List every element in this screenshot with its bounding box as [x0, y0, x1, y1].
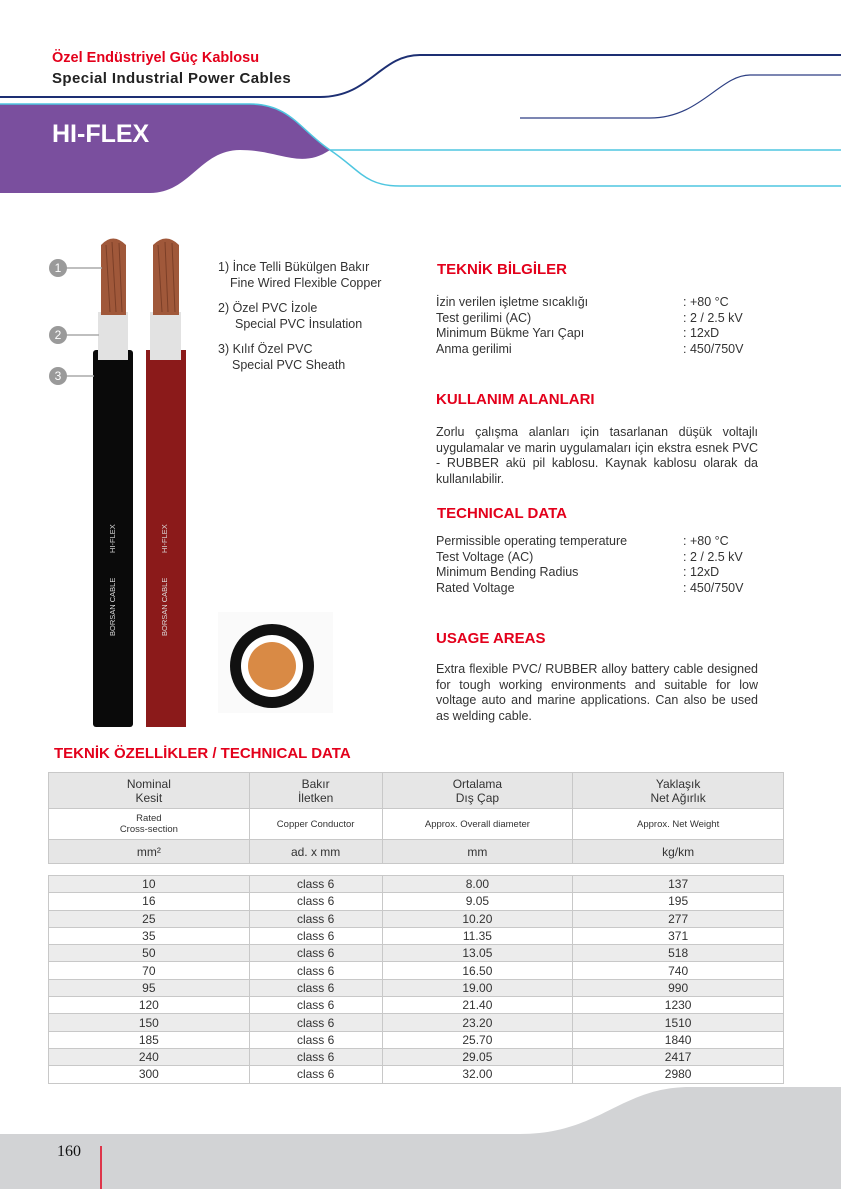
- table-row: [49, 962, 784, 979]
- purple-band: [0, 104, 330, 193]
- table-row: [49, 876, 784, 893]
- table-cell: 16: [49, 893, 250, 910]
- marker-3: 3: [49, 367, 67, 385]
- table-cell: class 6: [249, 962, 382, 979]
- table-cell: class 6: [249, 1048, 382, 1065]
- table-row: [49, 893, 784, 910]
- table-cell: class 6: [249, 979, 382, 996]
- table-cell: 21.40: [382, 997, 573, 1014]
- table-cell: 95: [49, 979, 250, 996]
- table-cell: class 6: [249, 910, 382, 927]
- footer-band: [0, 1087, 841, 1189]
- table-cell: 35: [49, 927, 250, 944]
- table-cell: 137: [573, 876, 784, 893]
- component-item: 1) İnce Telli Bükülgen Bakır Fine Wired Flexible Copper: [218, 260, 382, 290]
- table-cell: 16.50: [382, 962, 573, 979]
- table-cell: 2980: [573, 1066, 784, 1083]
- kullanim-heading: KULLANIM ALANLARI: [436, 391, 595, 408]
- table-cell: 1230: [573, 997, 784, 1014]
- technical-data-heading: TECHNICAL DATA: [437, 505, 567, 522]
- table-row: [49, 1031, 784, 1048]
- table-cell: 277: [573, 910, 784, 927]
- table-cell: 25: [49, 910, 250, 927]
- table-cell: class 6: [249, 927, 382, 944]
- component-item: 3) Kılıf Özel PVC Special PVC Sheath: [218, 342, 346, 372]
- table-cell: 990: [573, 979, 784, 996]
- table-cell: 8.00: [382, 876, 573, 893]
- category-title-tr: Özel Endüstriyel Güç Kablosu: [52, 50, 260, 66]
- cable-print-name-black: HI-FLEX: [108, 524, 117, 553]
- spec-table-header: Nominal Kesit Bakır İletken Ortalama Dış Çap Yaklaşık Net Ağırlık Rated Cross-section Copper Conductor Approx. Overall diameter Approx. Net Weight mm² ad. x mm mm kg/km: [48, 772, 784, 864]
- table-cell: class 6: [249, 1031, 382, 1048]
- table-cell: class 6: [249, 945, 382, 962]
- cyan-curve: [330, 150, 841, 186]
- table-row: [49, 979, 784, 996]
- table-cell: 240: [49, 1048, 250, 1065]
- table-cell: class 6: [249, 997, 382, 1014]
- kullanim-text: Zorlu çalışma alanları için tasarlanan düşük voltajlı uygulamalar ve marin uygulamaları için ekstra esnek PVC - RUBBER akü pil kablosu. Kaynak kablosu olarak da kullanılabilir.: [436, 425, 758, 486]
- table-row: [49, 1014, 784, 1031]
- technical-data-specs: Permissible operating temperature : +80 °C Test Voltage (AC) : 2 / 2.5 kV Minimum Bending Radius : 12xD Rated Voltage : 450/750V: [436, 534, 744, 595]
- table-cell: class 6: [249, 1014, 382, 1031]
- table-cell: 23.20: [382, 1014, 573, 1031]
- product-title: HI-FLEX: [52, 120, 150, 148]
- usage-text: Extra flexible PVC/ RUBBER alloy battery cable designed for tough working environments and suitable for low voltage auto and marine applications. Can also be used as welding cable.: [436, 662, 758, 723]
- table-cell: class 6: [249, 893, 382, 910]
- table-cell: 50: [49, 945, 250, 962]
- navy-line-thin: [520, 75, 841, 118]
- cable-print-brand-red: BORSAN CABLE: [160, 577, 169, 636]
- table-cell: 195: [573, 893, 784, 910]
- page-number: 160: [57, 1143, 81, 1160]
- table-cell: 10: [49, 876, 250, 893]
- table-cell: 740: [573, 962, 784, 979]
- marker-1: 1: [49, 259, 67, 277]
- table-cell: 1510: [573, 1014, 784, 1031]
- cable-print-name-red: HI-FLEX: [160, 524, 169, 553]
- component-list: [218, 260, 381, 383]
- table-cell: 70: [49, 962, 250, 979]
- cable-print-brand-black: BORSAN CABLE: [108, 577, 117, 636]
- category-title-en: Special Industrial Power Cables: [52, 70, 292, 87]
- table-cell: 19.00: [382, 979, 573, 996]
- table-cell: 371: [573, 927, 784, 944]
- table-cell: class 6: [249, 876, 382, 893]
- table-cell: 13.05: [382, 945, 573, 962]
- marker-2: 2: [49, 326, 67, 344]
- table-heading: TEKNİK ÖZELLİKLER / TECHNICAL DATA: [54, 745, 351, 762]
- table-cell: 9.05: [382, 893, 573, 910]
- table-cell: 10.20: [382, 910, 573, 927]
- table-cell: 1840: [573, 1031, 784, 1048]
- table-cell: 300: [49, 1066, 250, 1083]
- table-row: [49, 927, 784, 944]
- table-cell: 150: [49, 1014, 250, 1031]
- table-cell: 32.00: [382, 1066, 573, 1083]
- table-cell: 11.35: [382, 927, 573, 944]
- table-cell: 25.70: [382, 1031, 573, 1048]
- table-cell: 2417: [573, 1048, 784, 1065]
- table-cell: class 6: [249, 1066, 382, 1083]
- table-cell: 518: [573, 945, 784, 962]
- spec-table-body: [48, 875, 784, 1084]
- table-cell: 185: [49, 1031, 250, 1048]
- table-row: [49, 1048, 784, 1065]
- table-row: [49, 997, 784, 1014]
- component-item: 2) Özel PVC İzole Special PVC İnsulation: [218, 301, 363, 331]
- table-cell: 29.05: [382, 1048, 573, 1065]
- table-row: [49, 1066, 784, 1083]
- table-cell: 120: [49, 997, 250, 1014]
- teknik-bilgiler-specs: İzin verilen işletme sıcaklığı : +80 °C Test gerilimi (AC) : 2 / 2.5 kV Minimum Bükme Yarı Çapı : 12xD Anma gerilimi : 450/750V: [436, 295, 744, 356]
- table-row: [49, 945, 784, 962]
- usage-heading: USAGE AREAS: [436, 630, 546, 647]
- teknik-bilgiler-heading: TEKNİK BİLGİLER: [437, 261, 567, 278]
- table-row: [49, 910, 784, 927]
